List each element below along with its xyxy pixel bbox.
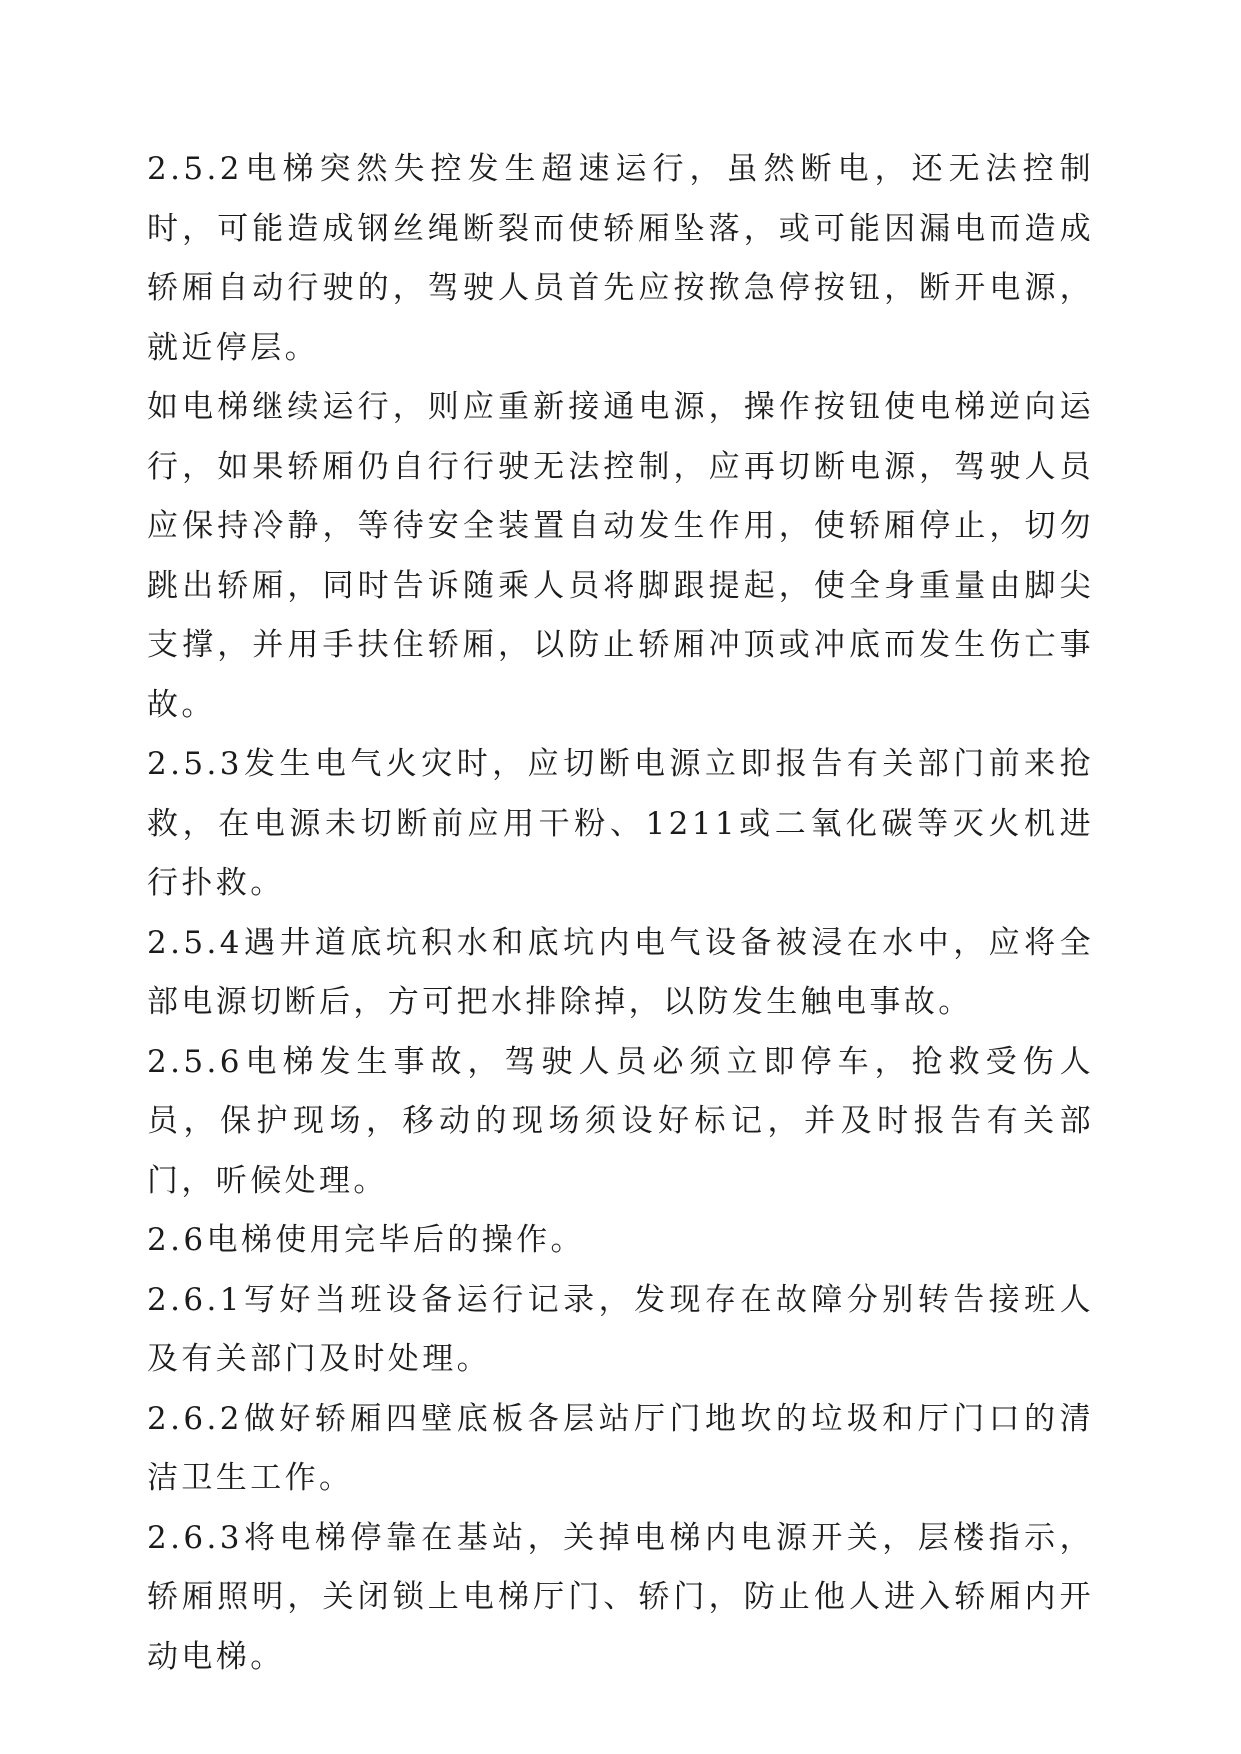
paragraph-2-5-2: 2.5.2电梯突然失控发生超速运行，虽然断电，还无法控制时，可能造成钢丝绳断裂而使轿厢坠落，或可能因漏电而造成轿厢自动行驶的，驾驶人员首先应按揿急停按钮，断开电源，就近停层。 xyxy=(147,151,1094,366)
paragraph-2-5-4: 2.5.4遇井道底坑积水和底坑内电气设备被浸在水中，应将全部电源切断后，方可把水排除掉，以防发生触电事故。 xyxy=(147,924,1094,1020)
paragraph-continuation: 如电梯继续运行，则应重新接通电源，操作按钮使电梯逆向运行，如果轿厢仍自行行驶无法控制，应再切断电源，驾驶人员应保持冷静，等待安全装置自动发生作用，使轿厢停止，切勿跳出轿厢，同时告诉随乘人员将脚跟提起，使全身重量由脚尖支撑，并用手扶住轿厢，以防止轿厢冲顶或冲底而发生伤亡事故。 xyxy=(147,389,1094,723)
document-body xyxy=(147,140,1094,1687)
paragraph-2-5-6: 2.5.6电梯发生事故，驾驶人员必须立即停车，抢救受伤人员，保护现场，移动的现场须设好标记，并及时报告有关部门，听候处理。 xyxy=(147,1043,1094,1199)
paragraph-2-6-1: 2.6.1写好当班设备运行记录，发现存在故障分别转告接班人及有关部门及时处理。 xyxy=(147,1281,1094,1377)
paragraph-2-5-3: 2.5.3发生电气火灾时，应切断电源立即报告有关部门前来抢救，在电源未切断前应用干粉、1211或二氧化碳等灭火机进行扑救。 xyxy=(147,746,1094,901)
paragraph-2-6-2: 2.6.2做好轿厢四壁底板各层站厅门地坎的垃圾和厅门口的清洁卫生工作。 xyxy=(147,1400,1094,1496)
section-heading-2-6: 2.6电梯使用完毕后的操作。 xyxy=(147,1222,585,1258)
paragraph-2-6-3: 2.6.3将电梯停靠在基站，关掉电梯内电源开关，层楼指示，轿厢照明，关闭锁上电梯厅门、轿门，防止他人进入轿厢内开动电梯。 xyxy=(147,1519,1094,1675)
